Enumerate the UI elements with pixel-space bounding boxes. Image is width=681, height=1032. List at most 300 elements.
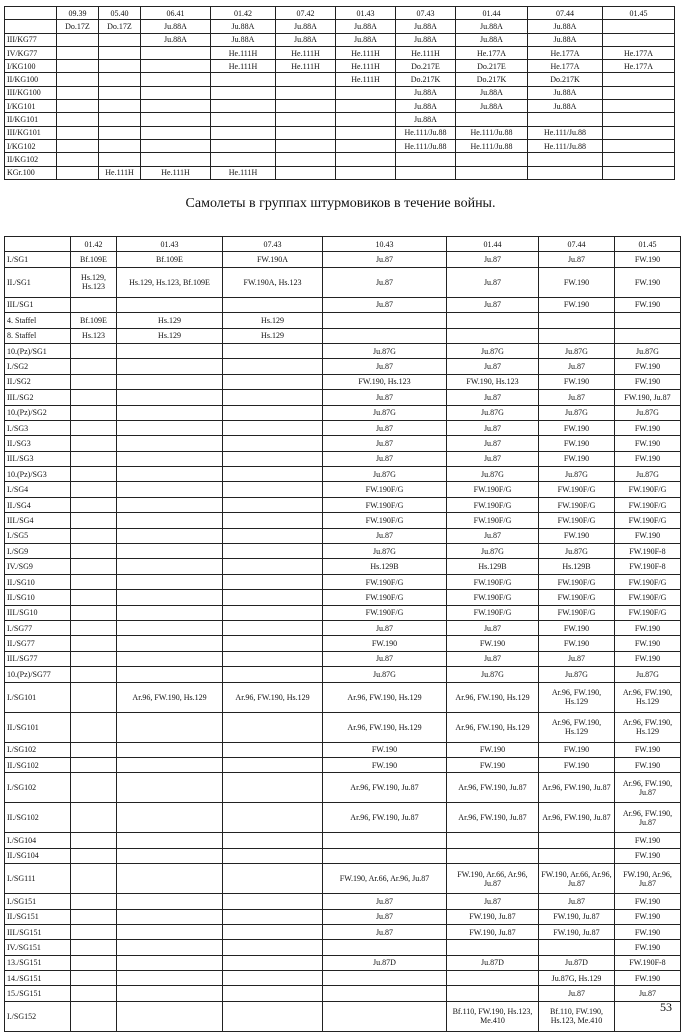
aircraft-cell: FW.190F-8 <box>615 559 681 574</box>
table-row <box>5 682 681 712</box>
unit-cell: I./SG3 <box>5 420 71 435</box>
aircraft-cell <box>223 803 323 833</box>
aircraft-cell: Ju.87 <box>323 297 447 312</box>
aircraft-cell: FW.190, Ar.96, Ju.87 <box>615 864 681 894</box>
aircraft-cell: FW.190, Ar.66, Ar.96, Ju.87 <box>447 864 539 894</box>
aircraft-cell: FW.190, Ju.87 <box>447 924 539 939</box>
table-row <box>5 620 681 635</box>
aircraft-cell <box>117 467 223 482</box>
table-row <box>5 60 675 73</box>
unit-cell: II./SG102 <box>5 803 71 833</box>
table-row <box>5 651 681 666</box>
aircraft-cell <box>539 848 615 863</box>
aircraft-cell: FW.190A, Hs.123 <box>223 267 323 297</box>
aircraft-cell: He.111H <box>336 73 396 86</box>
column-header: 01.43 <box>336 7 396 20</box>
table-row <box>5 955 681 970</box>
aircraft-cell <box>141 153 211 166</box>
aircraft-cell <box>71 803 117 833</box>
aircraft-cell <box>223 544 323 559</box>
aircraft-cell <box>71 955 117 970</box>
aircraft-cell: Ar.96, FW.190, Hs.129 <box>615 712 681 742</box>
aircraft-cell: Ju.87G <box>539 343 615 358</box>
aircraft-cell <box>117 757 223 772</box>
aircraft-cell: Ju.87G <box>615 667 681 682</box>
aircraft-cell <box>336 153 396 166</box>
table-row <box>5 267 681 297</box>
page-title: Самолеты в группах штурмовиков в течение войны. <box>185 196 496 211</box>
aircraft-cell <box>211 86 276 99</box>
aircraft-cell: FW.190F/G <box>615 574 681 589</box>
aircraft-cell <box>276 153 336 166</box>
aircraft-cell <box>117 405 223 420</box>
aircraft-cell <box>603 166 675 179</box>
aircraft-cell: FW.190 <box>539 757 615 772</box>
aircraft-cell: Ju.87G <box>447 405 539 420</box>
table-row <box>5 757 681 772</box>
unit-cell: I./SG77 <box>5 620 71 635</box>
aircraft-cell <box>71 467 117 482</box>
aircraft-cell: Ar.96, FW.190, Ju.87 <box>539 773 615 803</box>
aircraft-cell: FW.190 <box>615 848 681 863</box>
column-header: 01.44 <box>456 7 528 20</box>
aircraft-cell <box>223 1001 323 1031</box>
aircraft-cell <box>223 559 323 574</box>
aircraft-cell <box>117 559 223 574</box>
aircraft-cell <box>223 297 323 312</box>
table-row <box>5 113 675 126</box>
aircraft-cell <box>71 757 117 772</box>
aircraft-cell: Ju.87 <box>539 894 615 909</box>
aircraft-cell <box>336 113 396 126</box>
aircraft-cell <box>117 986 223 1001</box>
aircraft-cell <box>71 405 117 420</box>
aircraft-cell <box>99 153 141 166</box>
unit-cell: II./SG77 <box>5 636 71 651</box>
aircraft-cell: FW.190 <box>539 374 615 389</box>
unit-cell: I./SG104 <box>5 833 71 848</box>
aircraft-cell <box>117 864 223 894</box>
aircraft-cell: Ju.88A <box>528 33 603 46</box>
aircraft-cell <box>323 971 447 986</box>
aircraft-cell: Ar.96, FW.190, Hs.129 <box>615 682 681 712</box>
aircraft-cell: Do.17Z <box>99 20 141 33</box>
aircraft-cell: FW.190F/G <box>615 590 681 605</box>
aircraft-cell: He.111H <box>336 60 396 73</box>
aircraft-cell <box>71 359 117 374</box>
aircraft-cell <box>336 126 396 139</box>
aircraft-cell <box>71 574 117 589</box>
aircraft-cell <box>99 60 141 73</box>
aircraft-cell <box>276 166 336 179</box>
unit-cell: II./SG10 <box>5 574 71 589</box>
attack-groups-table <box>4 236 681 1032</box>
aircraft-cell <box>223 848 323 863</box>
aircraft-cell: FW.190 <box>615 451 681 466</box>
aircraft-cell: FW.190, Ju.87 <box>615 390 681 405</box>
aircraft-cell <box>71 651 117 666</box>
aircraft-cell <box>539 833 615 848</box>
aircraft-cell: FW.190F/G <box>539 497 615 512</box>
aircraft-cell: Ju.87 <box>323 651 447 666</box>
aircraft-cell: FW.190 <box>615 742 681 757</box>
aircraft-cell <box>323 986 447 1001</box>
aircraft-cell: Ju.88A <box>141 33 211 46</box>
table-row <box>5 359 681 374</box>
aircraft-cell <box>528 166 603 179</box>
aircraft-cell: Ju.87 <box>323 390 447 405</box>
aircraft-cell: Ju.87 <box>323 924 447 939</box>
aircraft-cell: FW.190 <box>615 636 681 651</box>
aircraft-cell <box>211 73 276 86</box>
aircraft-cell: Ju.87 <box>447 620 539 635</box>
aircraft-cell <box>117 436 223 451</box>
column-header: 07.44 <box>528 7 603 20</box>
table-row <box>5 667 681 682</box>
aircraft-cell <box>223 955 323 970</box>
aircraft-cell <box>223 590 323 605</box>
unit-cell: I./SG9 <box>5 544 71 559</box>
table-row <box>5 436 681 451</box>
table-row <box>5 33 675 46</box>
column-header: 01.45 <box>615 237 681 252</box>
aircraft-cell: Ju.87 <box>323 528 447 543</box>
unit-cell: II./SG151 <box>5 909 71 924</box>
aircraft-cell <box>323 313 447 328</box>
aircraft-cell: FW.190F/G <box>323 482 447 497</box>
aircraft-cell: FW.190F/G <box>615 605 681 620</box>
aircraft-cell <box>57 113 99 126</box>
aircraft-cell <box>71 420 117 435</box>
aircraft-cell: Ju.87G <box>447 467 539 482</box>
aircraft-cell: Do.217E <box>456 60 528 73</box>
aircraft-cell <box>99 33 141 46</box>
aircraft-cell: FW.190 <box>447 757 539 772</box>
aircraft-cell <box>71 833 117 848</box>
aircraft-cell <box>71 605 117 620</box>
aircraft-cell <box>223 359 323 374</box>
table-row <box>5 100 675 113</box>
aircraft-cell <box>117 451 223 466</box>
aircraft-cell: Ju.88A <box>528 20 603 33</box>
aircraft-cell <box>447 313 539 328</box>
aircraft-cell: He.111/Ju.88 <box>456 126 528 139</box>
aircraft-cell: Ar.96, FW.190, Hs.129 <box>323 712 447 742</box>
aircraft-cell <box>223 482 323 497</box>
aircraft-cell <box>71 451 117 466</box>
table-row <box>5 390 681 405</box>
aircraft-cell <box>276 113 336 126</box>
aircraft-cell: He.111H <box>99 166 141 179</box>
aircraft-cell: Ju.87G <box>447 343 539 358</box>
aircraft-cell: Ju.87D <box>447 955 539 970</box>
column-header: 07.44 <box>539 237 615 252</box>
aircraft-cell: Hs.129, Hs.123, Bf.109E <box>117 267 223 297</box>
aircraft-cell: He.111/Ju.88 <box>528 126 603 139</box>
aircraft-cell <box>603 100 675 113</box>
aircraft-cell: Ju.87 <box>447 451 539 466</box>
aircraft-cell <box>223 894 323 909</box>
unit-cell: KGr.100 <box>5 166 57 179</box>
table-row <box>5 864 681 894</box>
aircraft-cell <box>456 113 528 126</box>
table-row <box>5 574 681 589</box>
aircraft-cell <box>71 894 117 909</box>
aircraft-cell <box>323 1001 447 1031</box>
column-header: 07.43 <box>223 237 323 252</box>
aircraft-cell: FW.190 <box>615 971 681 986</box>
aircraft-cell <box>603 86 675 99</box>
aircraft-cell <box>211 126 276 139</box>
aircraft-cell: He.177A <box>528 60 603 73</box>
aircraft-cell <box>117 712 223 742</box>
unit-cell: I/KG102 <box>5 139 57 152</box>
aircraft-cell: FW.190 <box>539 267 615 297</box>
aircraft-cell <box>396 166 456 179</box>
aircraft-cell <box>71 742 117 757</box>
table-row <box>5 313 681 328</box>
aircraft-cell: Ju.87D <box>323 955 447 970</box>
aircraft-cell <box>223 712 323 742</box>
unit-cell: II./SG101 <box>5 712 71 742</box>
aircraft-cell <box>71 559 117 574</box>
aircraft-cell: Ju.88A <box>276 20 336 33</box>
aircraft-cell: He.111/Ju.88 <box>456 139 528 152</box>
aircraft-cell: Ju.87 <box>539 252 615 267</box>
unit-cell: IV/KG77 <box>5 46 57 59</box>
table-row <box>5 971 681 986</box>
unit-cell: III./SG10 <box>5 605 71 620</box>
aircraft-cell: Hs.129B <box>539 559 615 574</box>
aircraft-cell <box>57 60 99 73</box>
aircraft-cell: FW.190 <box>615 267 681 297</box>
aircraft-cell <box>223 757 323 772</box>
aircraft-cell: Ju.88A <box>276 33 336 46</box>
aircraft-cell: FW.190 <box>539 636 615 651</box>
aircraft-cell: Ju.87 <box>323 252 447 267</box>
aircraft-cell: FW.190F/G <box>539 605 615 620</box>
unit-cell: I./SG102 <box>5 742 71 757</box>
table-row <box>5 20 675 33</box>
unit-cell: III./SG1 <box>5 297 71 312</box>
aircraft-cell: Bf.109E <box>71 313 117 328</box>
aircraft-cell <box>71 848 117 863</box>
aircraft-cell: Ju.87 <box>447 436 539 451</box>
aircraft-cell <box>117 497 223 512</box>
aircraft-cell: Ju.88A <box>396 100 456 113</box>
aircraft-cell <box>117 636 223 651</box>
aircraft-cell: Ju.87 <box>447 894 539 909</box>
aircraft-cell <box>223 436 323 451</box>
aircraft-cell: Ar.96, FW.190, Hs.129 <box>447 712 539 742</box>
aircraft-cell <box>99 126 141 139</box>
unit-cell: 8. Staffel <box>5 328 71 343</box>
table-row <box>5 986 681 1001</box>
aircraft-cell <box>71 1001 117 1031</box>
aircraft-cell <box>99 86 141 99</box>
aircraft-cell: Ar.96, FW.190, Hs.129 <box>539 682 615 712</box>
table-row <box>5 894 681 909</box>
table-row <box>5 126 675 139</box>
aircraft-cell: FW.190 <box>539 436 615 451</box>
unit-cell: III/KG100 <box>5 86 57 99</box>
aircraft-cell <box>396 153 456 166</box>
aircraft-cell <box>71 513 117 528</box>
aircraft-cell: FW.190 <box>615 359 681 374</box>
aircraft-cell <box>99 46 141 59</box>
aircraft-cell <box>141 60 211 73</box>
aircraft-cell: Ju.87D <box>539 955 615 970</box>
aircraft-cell <box>117 359 223 374</box>
column-header: 01.44 <box>447 237 539 252</box>
aircraft-cell: He.111H <box>141 166 211 179</box>
aircraft-cell: Ju.88A <box>211 20 276 33</box>
aircraft-cell <box>117 590 223 605</box>
aircraft-cell: FW.190 <box>615 252 681 267</box>
table-row <box>5 848 681 863</box>
aircraft-cell <box>71 590 117 605</box>
aircraft-cell: Ju.87 <box>323 420 447 435</box>
table-row <box>5 909 681 924</box>
aircraft-cell <box>539 328 615 343</box>
aircraft-cell <box>57 126 99 139</box>
aircraft-cell: FW.190F/G <box>615 497 681 512</box>
table-row <box>5 590 681 605</box>
aircraft-cell: Hs.129, Hs.123 <box>71 267 117 297</box>
aircraft-cell: FW.190 <box>615 894 681 909</box>
aircraft-cell: FW.190 <box>539 451 615 466</box>
unit-cell: II/KG102 <box>5 153 57 166</box>
aircraft-cell: Do.217K <box>456 73 528 86</box>
aircraft-cell <box>323 940 447 955</box>
unit-cell: III./SG77 <box>5 651 71 666</box>
aircraft-cell <box>117 651 223 666</box>
aircraft-cell: Ju.87 <box>615 986 681 1001</box>
aircraft-cell: FW.190 <box>615 420 681 435</box>
aircraft-cell: Ju.87G, Hs.129 <box>539 971 615 986</box>
aircraft-cell: Ju.87 <box>323 620 447 635</box>
aircraft-cell: FW.190 <box>615 909 681 924</box>
aircraft-cell <box>71 712 117 742</box>
bomber-groups-table <box>4 6 675 180</box>
aircraft-cell: FW.190F/G <box>539 574 615 589</box>
aircraft-cell <box>603 73 675 86</box>
table-row <box>5 528 681 543</box>
aircraft-cell: FW.190 <box>615 374 681 389</box>
aircraft-cell: FW.190F/G <box>323 513 447 528</box>
aircraft-cell <box>223 451 323 466</box>
aircraft-cell: Ju.87G <box>615 343 681 358</box>
aircraft-cell: FW.190F/G <box>323 605 447 620</box>
column-header: 07.42 <box>276 7 336 20</box>
aircraft-cell <box>57 100 99 113</box>
aircraft-cell <box>336 166 396 179</box>
aircraft-cell <box>71 924 117 939</box>
aircraft-cell: Bf.109E <box>117 252 223 267</box>
aircraft-cell: FW.190 <box>323 757 447 772</box>
unit-cell: 10.(Pz)/SG3 <box>5 467 71 482</box>
aircraft-cell <box>141 113 211 126</box>
table-row <box>5 46 675 59</box>
aircraft-cell: Ju.88A <box>336 33 396 46</box>
aircraft-cell: FW.190 <box>539 620 615 635</box>
column-header: 09.39 <box>57 7 99 20</box>
aircraft-cell: Ju.87 <box>447 390 539 405</box>
table-row <box>5 544 681 559</box>
unit-cell: 4. Staffel <box>5 313 71 328</box>
aircraft-cell: Ju.88A <box>456 100 528 113</box>
table-row <box>5 451 681 466</box>
aircraft-cell <box>223 742 323 757</box>
aircraft-cell: FW.190F/G <box>447 497 539 512</box>
aircraft-cell <box>71 682 117 712</box>
aircraft-cell <box>276 139 336 152</box>
aircraft-cell: He.177A <box>456 46 528 59</box>
unit-cell: I./SG111 <box>5 864 71 894</box>
unit-cell: 10.(Pz)/SG1 <box>5 343 71 358</box>
aircraft-cell <box>117 544 223 559</box>
aircraft-cell <box>117 667 223 682</box>
aircraft-cell <box>71 528 117 543</box>
aircraft-cell <box>141 126 211 139</box>
aircraft-cell <box>71 986 117 1001</box>
aircraft-cell <box>223 636 323 651</box>
aircraft-cell: Ju.87G <box>447 544 539 559</box>
unit-cell: II./SG104 <box>5 848 71 863</box>
aircraft-cell <box>603 20 675 33</box>
unit-cell: 14./SG151 <box>5 971 71 986</box>
aircraft-cell <box>71 620 117 635</box>
aircraft-cell <box>57 166 99 179</box>
aircraft-cell <box>211 113 276 126</box>
table-row <box>5 467 681 482</box>
aircraft-cell: Ju.87G <box>539 467 615 482</box>
aircraft-cell: Ju.88A <box>456 33 528 46</box>
aircraft-cell: Ar.96, FW.190, Ju.87 <box>447 803 539 833</box>
aircraft-cell <box>57 139 99 152</box>
aircraft-cell <box>539 313 615 328</box>
aircraft-cell <box>223 343 323 358</box>
aircraft-cell <box>223 390 323 405</box>
aircraft-cell <box>223 620 323 635</box>
table-row <box>5 497 681 512</box>
aircraft-cell <box>117 574 223 589</box>
aircraft-cell: Hs.129 <box>223 328 323 343</box>
aircraft-cell <box>336 139 396 152</box>
aircraft-cell <box>117 605 223 620</box>
header-row <box>5 237 681 252</box>
aircraft-cell <box>141 139 211 152</box>
aircraft-cell: FW.190 <box>447 742 539 757</box>
unit-cell: III/KG101 <box>5 126 57 139</box>
aircraft-cell: Ju.87G <box>615 467 681 482</box>
aircraft-cell: Ar.96, FW.190, Ju.87 <box>615 773 681 803</box>
aircraft-cell: FW.190F/G <box>447 605 539 620</box>
unit-cell: II./SG10 <box>5 590 71 605</box>
aircraft-cell: Ju.87 <box>323 894 447 909</box>
aircraft-cell <box>276 126 336 139</box>
aircraft-cell <box>336 100 396 113</box>
unit-cell: I./SG4 <box>5 482 71 497</box>
table-row <box>5 166 675 179</box>
aircraft-cell: FW.190 <box>539 420 615 435</box>
unit-cell: II./SG102 <box>5 757 71 772</box>
aircraft-cell <box>71 374 117 389</box>
aircraft-cell <box>117 297 223 312</box>
aircraft-cell <box>117 773 223 803</box>
aircraft-cell <box>323 833 447 848</box>
aircraft-cell <box>117 848 223 863</box>
